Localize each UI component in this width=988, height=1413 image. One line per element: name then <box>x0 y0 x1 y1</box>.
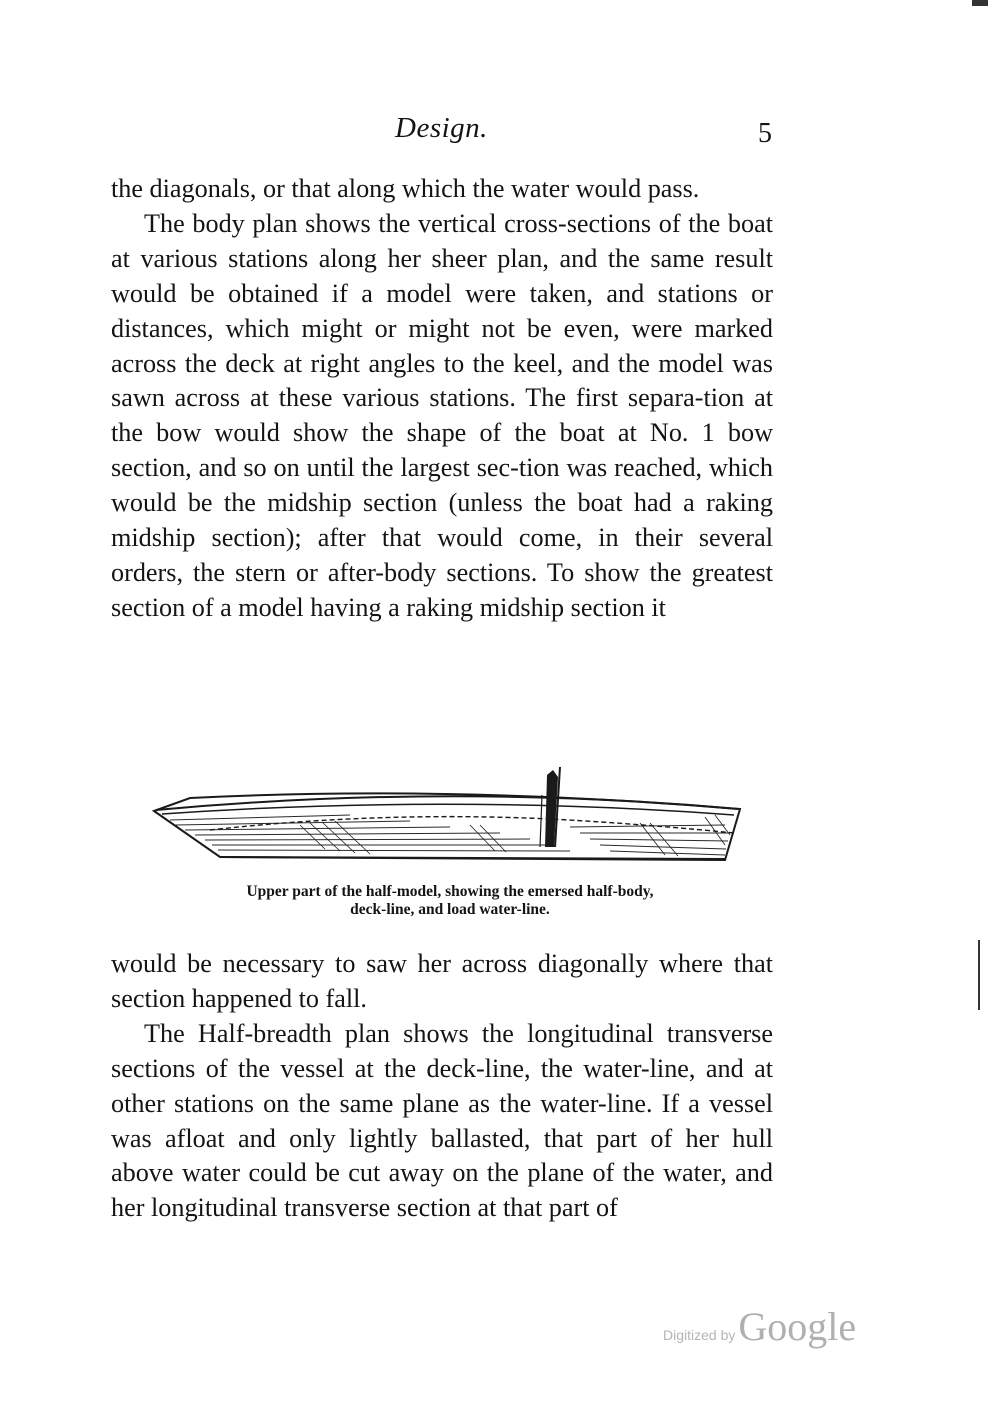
running-title: Design. <box>395 112 488 144</box>
paragraph: would be necessary to saw her across diagonally where that section happened to fall. <box>111 949 773 1013</box>
caption-line: deck-line, and load water-line. <box>350 901 550 918</box>
body-text-top <box>111 172 773 626</box>
watermark-prefix: Digitized by <box>663 1327 736 1343</box>
paragraph: the diagonals, or that along which the water would pass. <box>111 174 700 203</box>
paragraph: The body plan shows the vertical cross-sections of the boat at various stations along her sheer plan, and the same result would be obtained if a model were taken, and stations or distances, which might or might not be even, were marked across the deck at right angles to the keel, and the model was sawn across at these various stations. The first separa-tion at the bow would show the shape of the boat at No. 1 bow section, and so on until the largest sec-tion was reached, which would be the midship section (unless the boat had a raking midship section); after that would come, in their several orders, the stern or after-body sections. To show the greatest section of a model having a raking midship section it <box>111 208 773 622</box>
digitized-watermark <box>663 1303 856 1350</box>
half-model-illustration <box>150 765 750 865</box>
page-header <box>0 112 988 152</box>
body-text-bottom <box>111 947 773 1226</box>
scan-edge-mark <box>978 940 980 1010</box>
watermark-brand: Google <box>738 1304 857 1349</box>
caption-line: Upper part of the half-model, showing the emersed half-body, <box>246 883 654 900</box>
figure-caption <box>150 883 750 919</box>
paragraph: The Half-breadth plan shows the longitudinal transverse sections of the vessel at the deck-line, the water-line, and at other stations on the same plane as the water-line. If a vessel was afloat and only lightly ballasted, that part of her hull above water could be cut away on the plane of the water, and her longitudinal transverse section at that part of <box>111 1018 773 1223</box>
page-number: 5 <box>758 118 772 149</box>
scan-corner-mark <box>972 0 988 6</box>
